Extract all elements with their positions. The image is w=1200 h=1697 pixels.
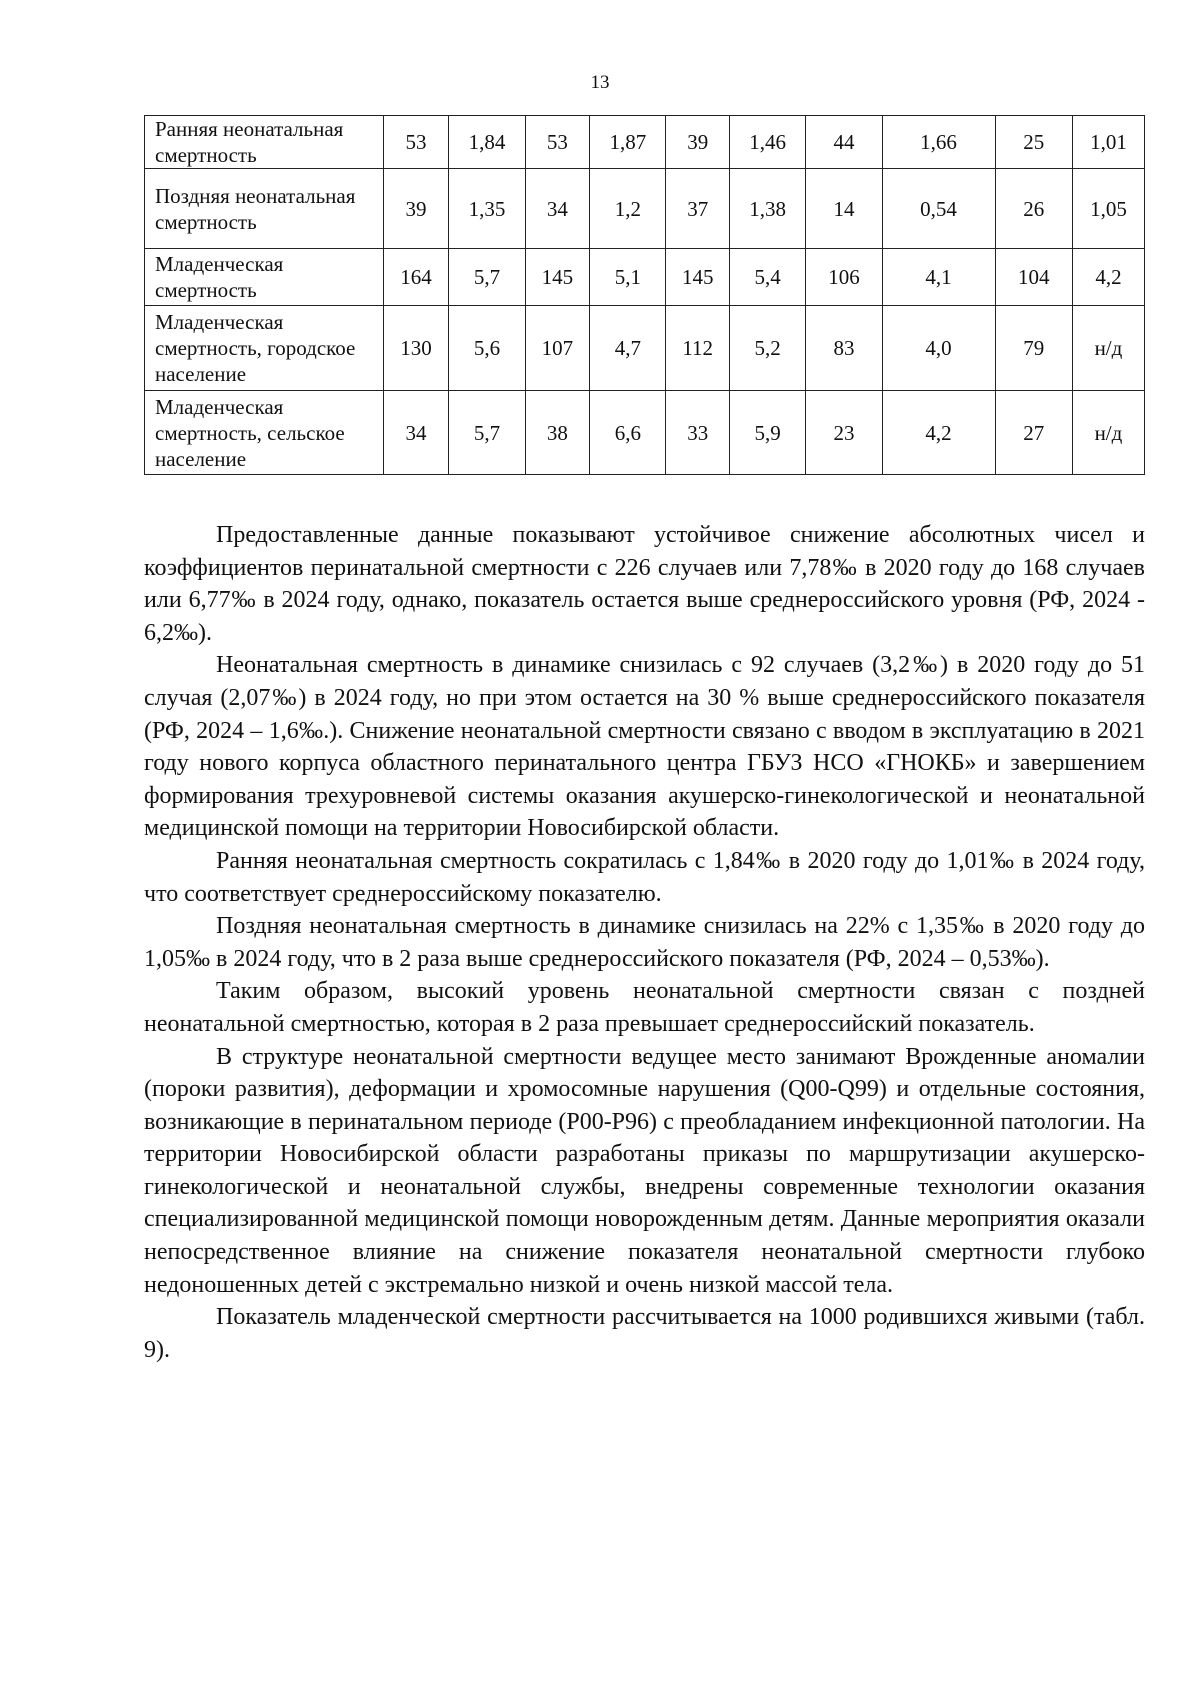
table-cell: 107 xyxy=(525,306,590,391)
table-cell: 83 xyxy=(806,306,882,391)
table-cell: 4,2 xyxy=(1072,249,1144,306)
table-cell: 4,2 xyxy=(882,391,995,475)
table-cell: 34 xyxy=(525,169,590,249)
paragraph: Предоставленные данные показывают устойчивое снижение абсолютных чисел и коэффициентов перинатальной смертности с 226 случаев или 7,78‰ в 2020 году до 168 случаев или 6,77‰ в 2024 году, однако, показатель остается выше среднероссийского уровня (РФ, 2024 - 6,2‰). xyxy=(144,522,1145,646)
table-cell: 23 xyxy=(806,391,882,475)
table-cell: 1,38 xyxy=(729,169,805,249)
table-cell: н/д xyxy=(1072,391,1144,475)
table-cell: 33 xyxy=(666,391,729,475)
table-cell: 5,7 xyxy=(449,391,525,475)
row-label: Младенческая смертность, сельское население xyxy=(145,391,384,475)
table-cell: 27 xyxy=(995,391,1072,475)
table-cell: 4,0 xyxy=(882,306,995,391)
mortality-table xyxy=(144,115,1145,475)
table-row xyxy=(145,116,1145,169)
table-cell: 1,84 xyxy=(449,116,525,169)
table-cell: 14 xyxy=(806,169,882,249)
table-cell: 1,01 xyxy=(1072,116,1144,169)
paragraph: В структуре неонатальной смертности ведущее место занимают Врожденные аномалии (пороки развития), деформации и хромосомные нарушения (Q00-Q99) и отдельные состояния, возникающие в перинатальном периоде (P00-P96) с преобладанием инфекционной патологии. На территории Новосибирской области разработаны приказы по маршрутизации акушерско-гинекологической и неонатальной службы, внедрены современные технологии оказания специализированной медицинской помощи новорожденным детям. Данные мероприятия оказали непосредственное влияние на снижение показателя неонатальной смертности глубоко недоношенных детей с экстремально низкой и очень низкой массой тела. xyxy=(144,1043,1145,1298)
table-cell: 5,6 xyxy=(449,306,525,391)
table-cell: 0,54 xyxy=(882,169,995,249)
row-label: Поздняя неонатальная смертность xyxy=(145,169,384,249)
row-label: Ранняя неонатальная смертность xyxy=(145,116,384,169)
page-number: 13 xyxy=(590,72,610,93)
table-row xyxy=(145,306,1145,391)
table-cell: 39 xyxy=(383,169,449,249)
paragraph: Ранняя неонатальная смертность сократилась с 1,84‰ в 2020 году до 1,01‰ в 2024 году, что соответствует среднероссийскому показателю. xyxy=(144,847,1145,907)
table-cell: 5,7 xyxy=(449,249,525,306)
table-cell: н/д xyxy=(1072,306,1144,391)
table-cell: 106 xyxy=(806,249,882,306)
table-cell: 1,87 xyxy=(590,116,666,169)
table-cell: 1,46 xyxy=(729,116,805,169)
table-cell: 39 xyxy=(666,116,729,169)
table-row xyxy=(145,169,1145,249)
paragraph: Поздняя неонатальная смертность в динамике снизилась на 22% с 1,35‰ в 2020 году до 1,05‰ в 2024 году, что в 2 раза выше среднероссийского показателя (РФ, 2024 – 0,53‰). xyxy=(144,913,1145,972)
table-cell: 25 xyxy=(995,116,1072,169)
table-cell: 1,35 xyxy=(449,169,525,249)
table-cell: 4,1 xyxy=(882,249,995,306)
table-row xyxy=(145,249,1145,306)
table-cell: 104 xyxy=(995,249,1072,306)
table-cell: 79 xyxy=(995,306,1072,391)
table-cell: 1,05 xyxy=(1072,169,1144,249)
table-cell: 53 xyxy=(383,116,449,169)
table-cell: 6,6 xyxy=(590,391,666,475)
table-cell: 5,9 xyxy=(729,391,805,475)
table-cell: 37 xyxy=(666,169,729,249)
paragraph: Неонатальная смертность в динамике снизилась с 92 случаев (3,2‰) в 2020 году до 51 случая (2,07‰) в 2024 году, но при этом остается на 30 % выше среднероссийского показателя (РФ, 2024 – 1,6‰.). Снижение неонатальной смертности связано с вводом в эксплуатацию в 2021 году нового корпуса областного перинатального центра ГБУЗ НСО «ГНОКБ» и завершением формирования трехуровневой системы оказания акушерско-гинекологической и неонатальной медицинской помощи на территории Новосибирской области. xyxy=(144,652,1145,842)
table-cell: 145 xyxy=(666,249,729,306)
body-text xyxy=(144,519,1145,1366)
table-cell: 1,66 xyxy=(882,116,995,169)
table-cell: 112 xyxy=(666,306,729,391)
table-cell: 5,4 xyxy=(729,249,805,306)
table-cell: 164 xyxy=(383,249,449,306)
row-label: Младенческая смертность xyxy=(145,249,384,306)
table-cell: 53 xyxy=(525,116,590,169)
table-cell: 4,7 xyxy=(590,306,666,391)
table-cell: 26 xyxy=(995,169,1072,249)
table-cell: 38 xyxy=(525,391,590,475)
table-cell: 1,2 xyxy=(590,169,666,249)
paragraph: Показатель младенческой смертности рассчитывается на 1000 родившихся живыми (табл. 9). xyxy=(144,1304,1145,1363)
table-row xyxy=(145,391,1145,475)
paragraph: Таким образом, высокий уровень неонатальной смертности связан с поздней неонатальной смертностью, которая в 2 раза превышает среднероссийский показатель. xyxy=(144,978,1145,1037)
table-cell: 5,2 xyxy=(729,306,805,391)
table-cell: 5,1 xyxy=(590,249,666,306)
table-cell: 145 xyxy=(525,249,590,306)
row-label: Младенческая смертность, городское население xyxy=(145,306,384,391)
table-cell: 34 xyxy=(383,391,449,475)
table-cell: 130 xyxy=(383,306,449,391)
table-cell: 44 xyxy=(806,116,882,169)
